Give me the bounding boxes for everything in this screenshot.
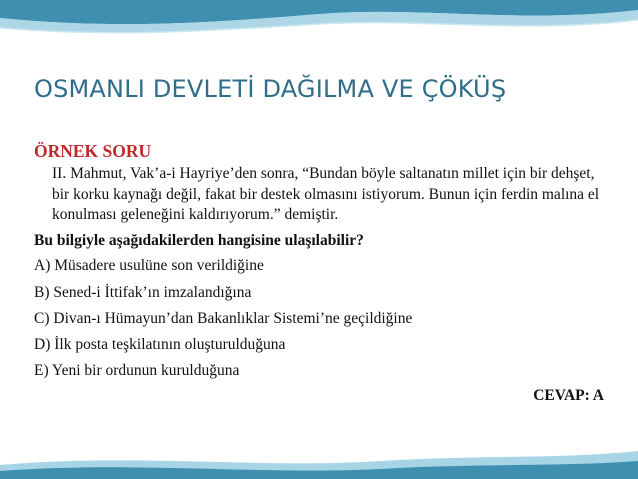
bottom-wave-decoration <box>0 439 638 479</box>
top-wave-decoration <box>0 0 638 50</box>
question-prompt: Bu bilgiyle aşağıdakilerden hangisine ulaşılabilir? <box>34 231 364 249</box>
question-text: II. Mahmut, Vak’a-i Hayriye’den sonra, “Bundan böyle saltanatın millet için bir dehşet, bir korku kaynağı değil, fakat bir destek olmasını istiyorum. Bunun için ferdin malına el konulması geleneğini kaldırıyorum.” demiştir. <box>52 165 600 224</box>
answer-label: CEVAP: A <box>533 387 604 405</box>
section-heading: ÖRNEK SORU <box>34 141 152 161</box>
option-e: E) Yeni bir ordunun kurulduğuna <box>34 362 240 380</box>
option-a: A) Müsadere usulüne son verildiğine <box>34 257 264 275</box>
slide-title: OSMANLI DEVLETİ DAĞILMA VE ÇÖKÜŞ <box>34 75 507 103</box>
option-c: C) Divan-ı Hümayun’dan Bakanlıklar Sistemi’ne geçildiğine <box>34 309 413 327</box>
slide-content <box>34 140 604 407</box>
option-b: B) Sened-i İttifak’ın imzalandığına <box>34 283 252 301</box>
option-d: D) İlk posta teşkilatının oluşturulduğuna <box>34 335 286 353</box>
